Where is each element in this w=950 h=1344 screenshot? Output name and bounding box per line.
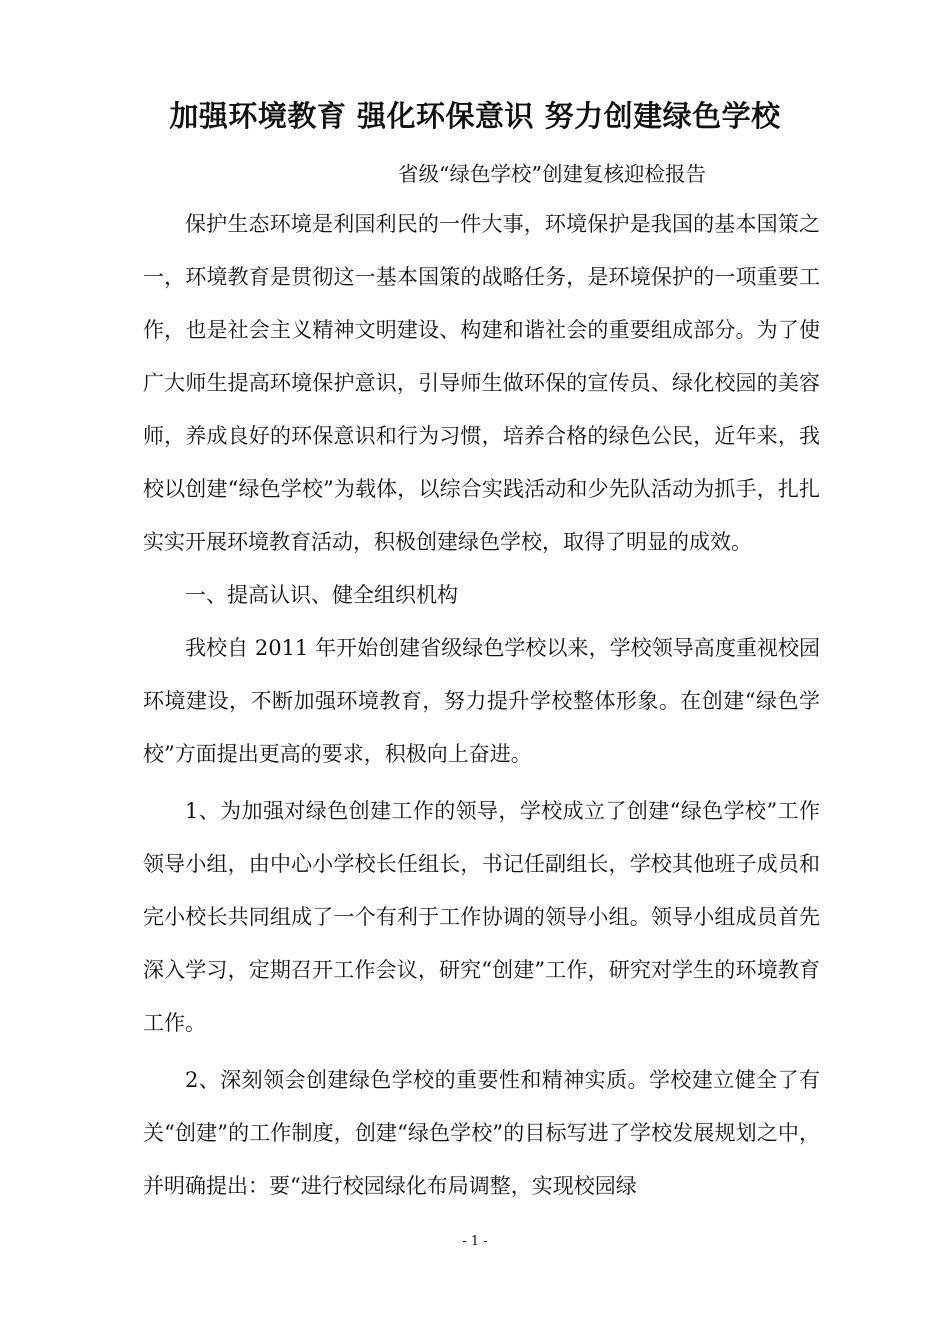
document-body: [143, 198, 820, 1213]
paragraph-intro: 保护生态环境是利国利民的一件大事，环境保护是我国的基本国策之一，环境教育是贯彻这一基本国策的战略任务，是环境保护的一项重要工作，也是社会主义精神文明建设、构建和谐社会的重要组成部分。为了使广大师生提高环境保护意识，引导师生做环保的宣传员、绿化校园的美容师，养成良好的环保意识和行为习惯，培养合格的绿色公民，近年来，我校以创建“绿色学校”为载体，以综合实践活动和少先队活动为抓手，扎扎实实开展环境教育活动，积极创建绿色学校，取得了明显的成效。: [143, 212, 820, 554]
page-number: - 1 -: [462, 1234, 488, 1249]
paragraph-item-2: 2、深刻领会创建绿色学校的重要性和精神实质。学校建立健全了有关“创建”的工作制度，创建“绿色学校”的目标写进了学校发展规划之中，并明确提出：要“进行校园绿化布局调整，实现校园绿: [143, 1068, 820, 1198]
section-heading: 一、提高认识、健全组织机构: [185, 583, 458, 607]
paragraph-section-intro: 我校自 2011 年开始创建省级绿色学校以来，学校领导高度重视校园环境建设，不断加强环境教育，努力提升学校整体形象。在创建“绿色学校”方面提出更高的要求，积极向上奋进。: [143, 636, 820, 766]
document-title: 加强环境教育 强化环保意识 努力创建绿色学校: [169, 99, 781, 133]
document-subtitle: 省级“绿色学校”创建复核迎检报告: [398, 162, 706, 186]
paragraph-item-1: 1、为加强对绿色创建工作的领导，学校成立了创建“绿色学校”工作领导小组，由中心小学校长任组长，书记任副组长，学校其他班子成员和完小校长共同组成了一个有利于工作协调的领导小组。领导小组成员首先深入学习，定期召开工作会议，研究“创建”工作，研究对学生的环境教育工作。: [143, 799, 820, 1035]
